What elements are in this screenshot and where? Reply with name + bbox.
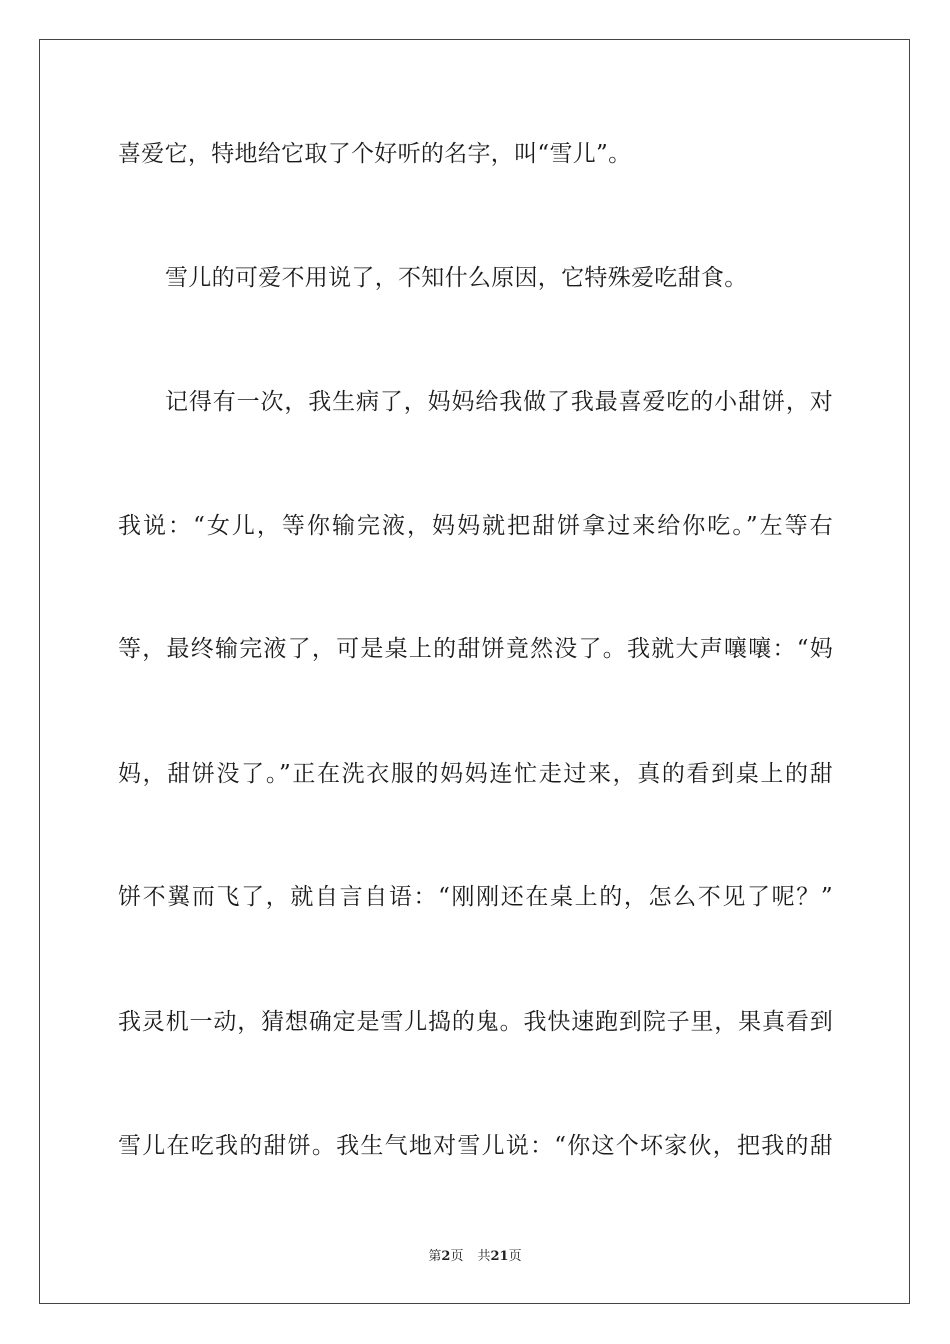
- page-footer: [0, 1249, 950, 1265]
- total-pages: 21: [490, 1249, 509, 1264]
- text-line-5: 等，最终输完液了，可是桌上的甜饼竟然没了。我就大声嚷嚷：“妈: [118, 636, 833, 662]
- total-suffix: 页: [508, 1249, 522, 1264]
- page-prefix: 第: [428, 1249, 442, 1264]
- page-border: [39, 39, 910, 1304]
- text-line-4: 我说：“女儿，等你输完液，妈妈就把甜饼拿过来给你吃。”左等右: [118, 513, 833, 539]
- text-line-8: 我灵机一动，猜想确定是雪儿捣的鬼。我快速跑到院子里，果真看到: [118, 1009, 833, 1035]
- text-line-2: 雪儿的可爱不用说了，不知什么原因，它特殊爱吃甜食。: [165, 265, 748, 291]
- page-suffix: 页: [450, 1249, 464, 1264]
- text-line-6: 妈，甜饼没了。”正在洗衣服的妈妈连忙走过来，真的看到桌上的甜: [118, 761, 833, 787]
- total-prefix: 共: [477, 1249, 491, 1264]
- text-line-3: 记得有一次，我生病了，妈妈给我做了我最喜爱吃的小甜饼，对: [165, 389, 833, 415]
- text-line-1: 喜爱它，特地给它取了个好听的名字，叫“雪儿”。: [118, 141, 632, 167]
- page-number: 2: [441, 1249, 451, 1264]
- text-line-7: 饼不翼而飞了，就自言自语：“刚刚还在桌上的，怎么不见了呢？”: [118, 884, 833, 910]
- text-line-9: 雪儿在吃我的甜饼。我生气地对雪儿说：“你这个坏家伙，把我的甜: [118, 1133, 833, 1159]
